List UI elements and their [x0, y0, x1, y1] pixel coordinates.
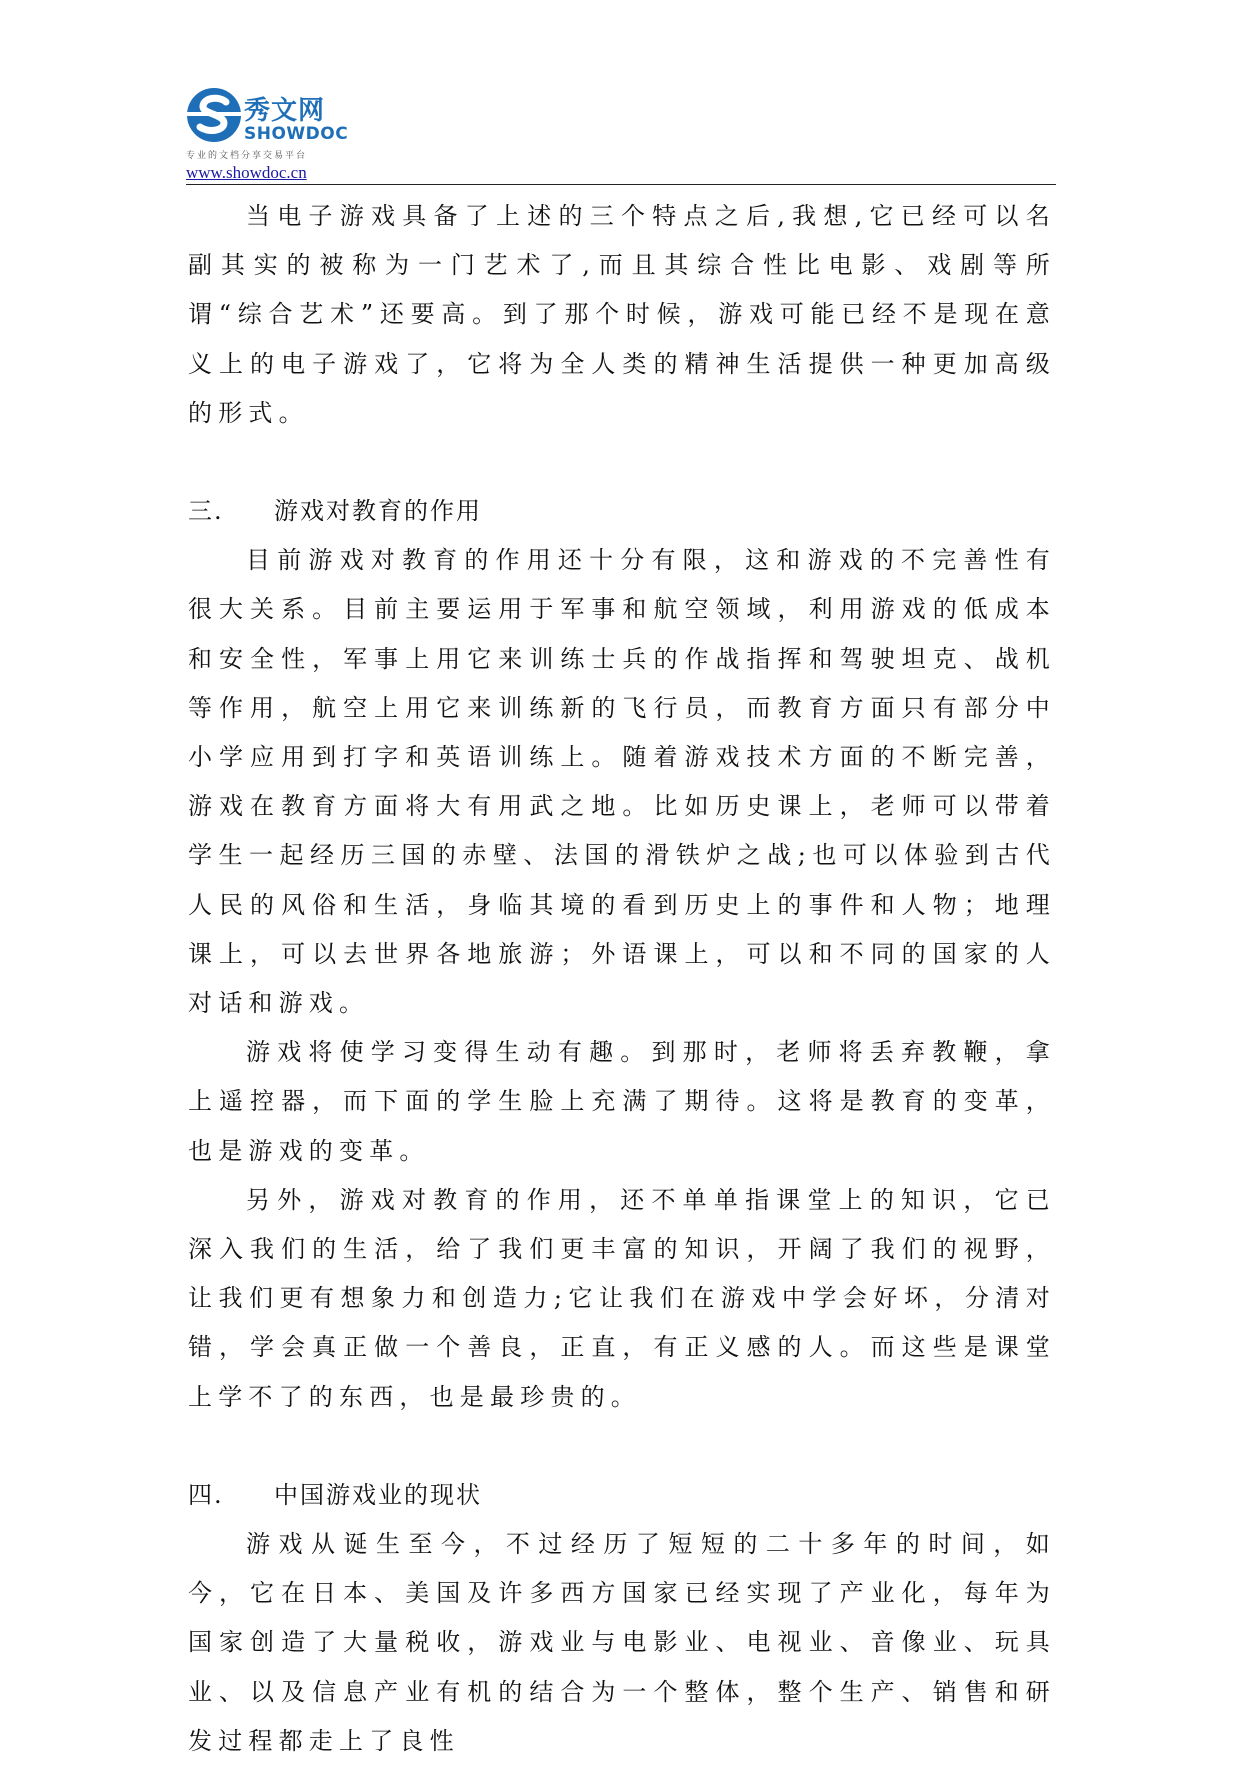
section-title: 中国游戏业的现状 — [274, 1480, 482, 1509]
body-paragraph: 当电子游戏具备了上述的三个特点之后,我想,它已经可以名副其实的被称为一门艺术了,而且其综合性比电影、戏剧等所谓“综合艺术”还要高。到了那个时候，游戏可能已经不是现在意义上的电子游戏了，它将为全人类的精神生活提供一种更加高级的形式。 — [188, 202, 1056, 427]
section-spacer — [188, 438, 1056, 487]
section-number: 三. — [188, 497, 224, 526]
section-heading-4 — [188, 1471, 1056, 1520]
document-body — [188, 192, 1056, 1766]
body-paragraph: 游戏将使学习变得生动有趣。到那时，老师将丢弃教鞭，拿上遥控器，而下面的学生脸上充满了期待。这将是教育的变革，也是游戏的变革。 — [188, 1038, 1056, 1165]
header-divider — [186, 184, 1056, 185]
body-paragraph: 目前游戏对教育的作用还十分有限，这和游戏的不完善性有很大关系。目前主要运用于军事和航空领域，利用游戏的低成本和安全性，军事上用它来训练士兵的作战指挥和驾驶坦克、战机等作用，航空上用它来训练新的飞行员，而教育方面只有部分中小学应用到打字和英语训练上。随着游戏技术方面的不断完善，游戏在教育方面将大有用武之地。比如历史课上，老师可以带着学生一起经历三国的赤壁、法国的滑铁炉之战;也可以体验到古代人民的风俗和生活，身临其境的看到历史上的事件和人物；地理课上，可以去世界各地旅游；外语课上，可以和不同的国家的人对话和游戏。 — [188, 546, 1056, 1018]
brand-tagline: 专业的文档分享交易平台 — [186, 151, 308, 161]
section-spacer — [188, 1422, 1056, 1471]
section-number: 四. — [188, 1480, 224, 1509]
brand-name-cn: 秀文网 — [244, 96, 326, 126]
section-title: 游戏对教育的作用 — [274, 497, 482, 526]
body-paragraph: 另外，游戏对教育的作用，还不单单指课堂上的知识，它已深入我们的生活，给了我们更丰富的知识，开阔了我们的视野，让我们更有想象力和创造力;它让我们在游戏中学会好坏，分清对错，学会真正做一个善良，正直，有正义感的人。而这些是课堂上学不了的东西，也是最珍贵的。 — [188, 1185, 1056, 1411]
body-paragraph: 游戏从诞生至今，不过经历了短短的二十多年的时间，如今，它在日本、美国及许多西方国家已经实现了产业化，每年为国家创造了大量税收，游戏业与电影业、电视业、音像业、玩具业、以及信息产业有机的结合为一个整体，整个生产、销售和研发过程都走上了良性 — [188, 1530, 1056, 1755]
logo-s-icon — [186, 84, 242, 146]
section-heading-3 — [188, 487, 1056, 536]
site-url-link[interactable]: www.showdoc.cn — [186, 163, 307, 182]
page-header — [186, 84, 1056, 186]
brand-name-en: SHOWDOC — [244, 124, 349, 144]
